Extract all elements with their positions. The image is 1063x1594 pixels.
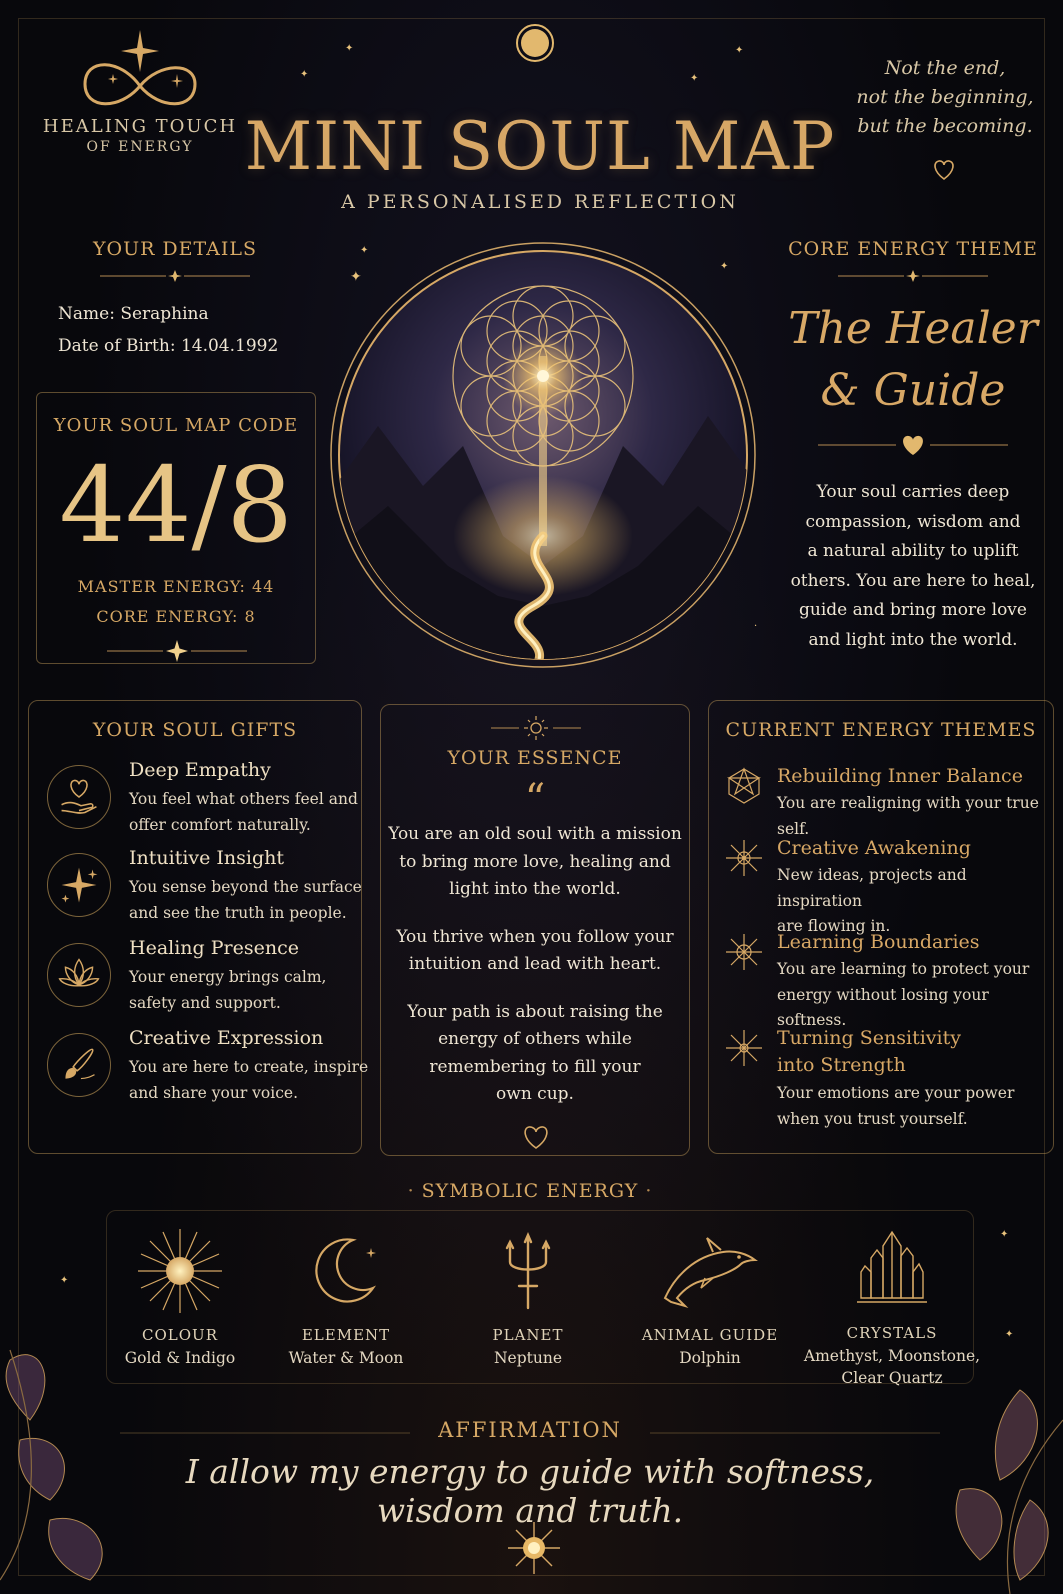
symbol-value: Dolphin	[679, 1349, 741, 1367]
star-icon: ✦	[300, 69, 309, 80]
star-icon: ✦	[735, 45, 744, 56]
essence-heading: YOUR ESSENCE	[447, 747, 623, 769]
symbol-label: COLOUR	[142, 1326, 218, 1344]
divider-icon	[37, 638, 317, 664]
star-icon: ✦	[1005, 1329, 1014, 1340]
essence-line: energy of others while	[438, 1029, 632, 1049]
theme-text-line: New ideas, projects and inspiration	[777, 866, 967, 910]
lotus-icon	[47, 943, 111, 1007]
radiant-star-icon	[725, 1029, 763, 1067]
star-icon: ✦	[690, 73, 699, 84]
essence-line: own cup.	[496, 1084, 574, 1104]
star-icon: ✦	[1000, 1229, 1009, 1240]
gift-text	[129, 874, 369, 926]
compass-star-icon	[725, 933, 763, 971]
quote-line: Not the end,	[884, 57, 1006, 79]
star-icon: ✦	[350, 269, 362, 285]
symbol-item	[620, 1226, 800, 1369]
symbol-item	[802, 1226, 982, 1389]
theme-text	[777, 957, 1047, 1034]
gift-title: Deep Empathy	[129, 759, 271, 781]
theme-title: Rebuilding Inner Balance	[777, 765, 1023, 787]
star-icon: ✦	[345, 43, 354, 54]
brand-name: HEALING TOUCH	[42, 116, 238, 137]
dot-icon: ·	[638, 1180, 653, 1202]
core-theme-line: Your soul carries deep	[816, 482, 1010, 502]
theme-text-line: when you trust yourself.	[777, 1109, 968, 1128]
heart-icon	[381, 1121, 691, 1151]
core-theme-line: and light into the world.	[808, 629, 1018, 650]
heart-icon	[931, 158, 957, 182]
theme-text-line: You are realigning with your true self.	[777, 794, 1039, 838]
header-quote	[830, 54, 1060, 141]
theme-text	[777, 1081, 1047, 1132]
leaf-decoration-icon	[0, 1320, 150, 1594]
gift-text-line: offer comfort naturally.	[129, 816, 311, 834]
heart-divider-icon	[788, 432, 1038, 458]
core-theme-heading: CORE ENERGY THEME	[788, 238, 1038, 260]
core-energy: CORE ENERGY: 8	[96, 607, 256, 626]
symbol-value-line: Amethyst, Moonstone,	[803, 1347, 981, 1365]
theme-title	[777, 1025, 1047, 1079]
gift-item	[47, 1027, 367, 1107]
divider-icon	[40, 268, 310, 284]
symbol-item	[438, 1226, 618, 1369]
star-icon: ✦	[60, 1275, 69, 1286]
core-theme-name	[788, 298, 1038, 422]
symbol-value: Neptune	[493, 1349, 563, 1367]
details-list	[40, 298, 310, 362]
gift-text-line: You sense beyond the surface	[129, 878, 362, 896]
symbol-value: Water & Moon	[288, 1349, 404, 1367]
essence-line: You thrive when you follow your	[396, 926, 674, 947]
symbol-value-line: Clear Quartz	[841, 1369, 943, 1387]
page-title: MINI SOUL MAP	[244, 108, 836, 185]
core-theme-name-line: The Healer	[788, 303, 1038, 354]
soul-code-heading: YOUR SOUL MAP CODE	[53, 415, 299, 436]
quote-mark-icon: “	[524, 776, 546, 822]
energy-themes-panel	[708, 700, 1054, 1154]
theme-text-line: Your emotions are your power	[777, 1084, 1015, 1102]
star-icon: ·	[754, 621, 758, 632]
essence-paragraph	[381, 821, 689, 904]
theme-text-line: are flowing in.	[777, 917, 891, 935]
sun-icon	[135, 1226, 225, 1316]
gift-item	[47, 759, 367, 839]
affirmation-text: I allow my energy to guide with softness, wisdom and truth.	[185, 1452, 875, 1530]
symbol-label: CRYSTALS	[846, 1324, 938, 1342]
page-subtitle: A PERSONALISED REFLECTION	[341, 191, 739, 213]
symbolic-energy-title: SYMBOLIC ENERGY	[421, 1180, 639, 1202]
essence-line: Your path is about raising the	[407, 1001, 663, 1022]
soul-code-number: 44/8	[59, 444, 293, 566]
paintbrush-icon	[47, 1033, 111, 1097]
symbol-value: Gold & Indigo	[124, 1349, 236, 1367]
soul-gifts-panel	[28, 700, 369, 1154]
essence-line: remembering to fill your	[429, 1056, 641, 1077]
sun-divider-icon	[381, 713, 691, 743]
quote-line: but the becoming.	[857, 115, 1033, 137]
core-theme-description	[788, 478, 1038, 655]
gift-item	[47, 937, 367, 1017]
affirmation-heading: AFFIRMATION	[438, 1418, 622, 1442]
symbol-label: ELEMENT	[301, 1326, 391, 1344]
gift-text	[129, 964, 369, 1016]
leaf-decoration-icon	[900, 1380, 1063, 1594]
gift-text-line: and see the truth in people.	[129, 904, 347, 922]
infinity-icon	[65, 28, 215, 110]
symbol-label: ANIMAL GUIDE	[641, 1326, 779, 1344]
master-energy: MASTER ENERGY: 44	[77, 577, 275, 596]
gift-text-line: safety and support.	[129, 994, 281, 1012]
soul-gifts-heading: YOUR SOUL GIFTS	[92, 719, 298, 741]
gift-item	[47, 847, 367, 927]
dot-icon: ·	[407, 1180, 422, 1202]
theme-title: Creative Awakening	[777, 837, 971, 859]
symbolic-energy-heading	[330, 1180, 730, 1202]
crystal-icon	[847, 1226, 937, 1314]
core-theme-line: others. You are here to heal,	[790, 570, 1036, 591]
gift-text-line: You are here to create, inspire	[129, 1058, 369, 1076]
details-section	[40, 238, 310, 362]
essence-panel	[380, 704, 690, 1156]
trident-icon	[483, 1226, 573, 1316]
details-heading: YOUR DETAILS	[92, 238, 258, 260]
core-theme-line: a natural ability to uplift	[807, 541, 1019, 561]
soul-code-box	[36, 392, 316, 664]
dolphin-icon	[655, 1226, 765, 1316]
energy-themes-heading: CURRENT ENERGY THEMES	[725, 719, 1037, 741]
symbol-item	[256, 1226, 436, 1369]
crescent-moon-icon	[301, 1226, 391, 1316]
quote-line: not the beginning,	[856, 86, 1034, 108]
geometric-star-icon	[725, 767, 763, 805]
moon-phases-icon	[460, 20, 610, 66]
essence-paragraph	[381, 924, 689, 979]
theme-title-line: Turning Sensitivity	[777, 1027, 961, 1049]
detail-name: Name: Seraphina	[58, 304, 209, 324]
star-icon: ✦	[720, 261, 729, 272]
core-theme-name-line: & Guide	[820, 365, 1006, 416]
essence-line: You are an old soul with a mission	[388, 824, 682, 844]
theme-title: Learning Boundaries	[777, 931, 980, 953]
gift-title: Healing Presence	[129, 937, 299, 959]
heart-hand-icon	[47, 765, 111, 829]
gift-text	[129, 1054, 369, 1106]
core-theme-line: compassion, wisdom and	[805, 511, 1021, 532]
theme-text-line: You are learning to protect your	[777, 960, 1030, 978]
essence-paragraph	[381, 999, 689, 1109]
brand-tagline: OF ENERGY	[86, 139, 194, 155]
core-theme-section	[788, 238, 1038, 655]
core-theme-line: guide and bring more love	[799, 600, 1027, 620]
essence-line: to bring more love, healing and	[399, 851, 671, 872]
essence-line: intuition and lead with heart.	[408, 954, 662, 974]
gift-text-line: You feel what others feel and	[129, 790, 358, 808]
gift-text	[129, 786, 369, 838]
gift-text-line: and share your voice.	[129, 1084, 298, 1102]
essence-line: light into the world.	[449, 879, 621, 899]
divider-icon	[788, 268, 1038, 284]
theme-text-line: energy without losing your softness.	[777, 985, 989, 1029]
detail-dob: Date of Birth: 14.04.1992	[58, 336, 279, 356]
compass-star-icon	[725, 839, 763, 877]
symbol-label: PLANET	[492, 1326, 564, 1344]
gift-text-line: Your energy brings calm,	[129, 968, 327, 986]
bottom-sun-icon	[506, 1520, 562, 1576]
star-icon: ✦	[360, 245, 369, 256]
theme-title-line: into Strength	[777, 1054, 906, 1076]
gift-title: Intuitive Insight	[129, 847, 285, 869]
flower-of-life-illustration	[328, 236, 758, 674]
gift-title: Creative Expression	[129, 1027, 324, 1049]
sparkle-icon	[47, 853, 111, 917]
